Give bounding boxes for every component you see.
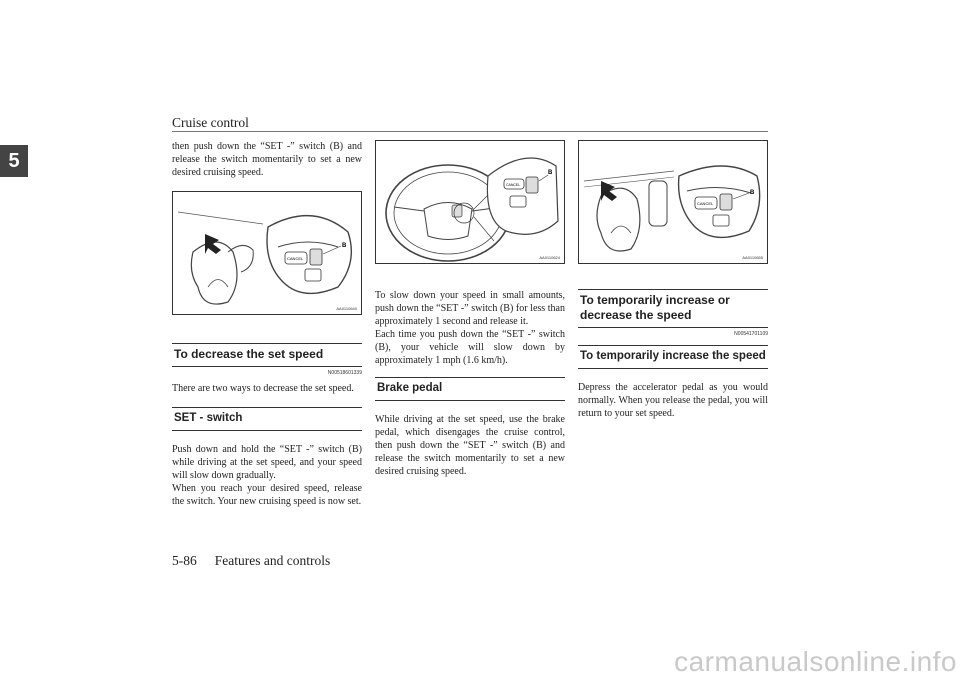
footer-section: Features and controls <box>214 553 331 568</box>
label-b: B <box>750 190 755 196</box>
figure-code: AA0110640 <box>336 306 357 311</box>
each-time-paragraph: Each time you push down the “SET -” switch (B), your vehicle will slow down by approximately 1 mph (1.6 km/h). <box>375 329 565 366</box>
heading-brake-pedal: Brake pedal <box>375 377 565 401</box>
set-switch-paragraph-1: Push down and hold the “SET -” switch (B) while driving at the set speed, and your speed will slow down gradually. <box>172 444 362 481</box>
figure-steering-wheel <box>375 140 565 264</box>
figure-hand-on-switch-2 <box>578 140 768 264</box>
running-header: Cruise control <box>172 115 249 130</box>
steering-switch-illustration-2 <box>579 141 767 263</box>
cancel-label: CANCEL <box>506 183 521 187</box>
figure-code: AA0110655 <box>742 255 763 260</box>
steering-switch-illustration <box>173 192 361 314</box>
column-3 <box>578 140 768 420</box>
heading-decrease-speed: To decrease the set speed <box>172 343 362 367</box>
heading-temporarily-increase: To temporarily increase the speed <box>578 345 768 369</box>
set-switch-paragraph-2: When you reach your desired speed, release the switch. Your new cruising speed is now set. <box>172 483 362 507</box>
chapter-tab: 5 <box>0 145 28 177</box>
cancel-label: CANCEL <box>287 256 304 261</box>
column-1 <box>172 140 362 508</box>
page-footer <box>172 553 348 569</box>
watermark: carmanualsonline.info <box>674 646 957 677</box>
page-number: 5-86 <box>172 553 197 568</box>
label-b: B <box>342 243 347 249</box>
intro-paragraph: then push down the “SET -” switch (B) and release the switch momentarily to set a new desired cruising speed. <box>172 141 362 178</box>
section-code: N00518601339 <box>327 370 362 376</box>
ways-paragraph: There are two ways to decrease the set speed. <box>172 383 354 394</box>
cancel-label: CANCEL <box>697 201 714 206</box>
heading-temporarily-increase-decrease: To temporarily increase or decrease the speed <box>578 289 768 328</box>
label-b: B <box>548 170 553 176</box>
accelerator-paragraph: Depress the accelerator pedal as you would normally. When you release the pedal, you will return to your set speed. <box>578 382 768 419</box>
steering-wheel-illustration <box>376 141 564 263</box>
column-2 <box>375 140 565 478</box>
figure-code: AA0110624 <box>539 255 560 260</box>
figure-hand-on-switch <box>172 191 362 315</box>
header-rule <box>172 131 768 132</box>
section-code: N00541701109 <box>734 331 768 337</box>
small-amounts-paragraph: To slow down your speed in small amounts, push down the “SET -” switch (B) for less than approximately 1 second and release it. <box>375 290 565 327</box>
heading-set-switch: SET - switch <box>172 407 362 431</box>
brake-pedal-paragraph: While driving at the set speed, use the brake pedal, which disengages the cruise control, then push down the “SET -” switch (B) and release the switch momentarily to set a new desired cruising speed. <box>375 414 565 477</box>
